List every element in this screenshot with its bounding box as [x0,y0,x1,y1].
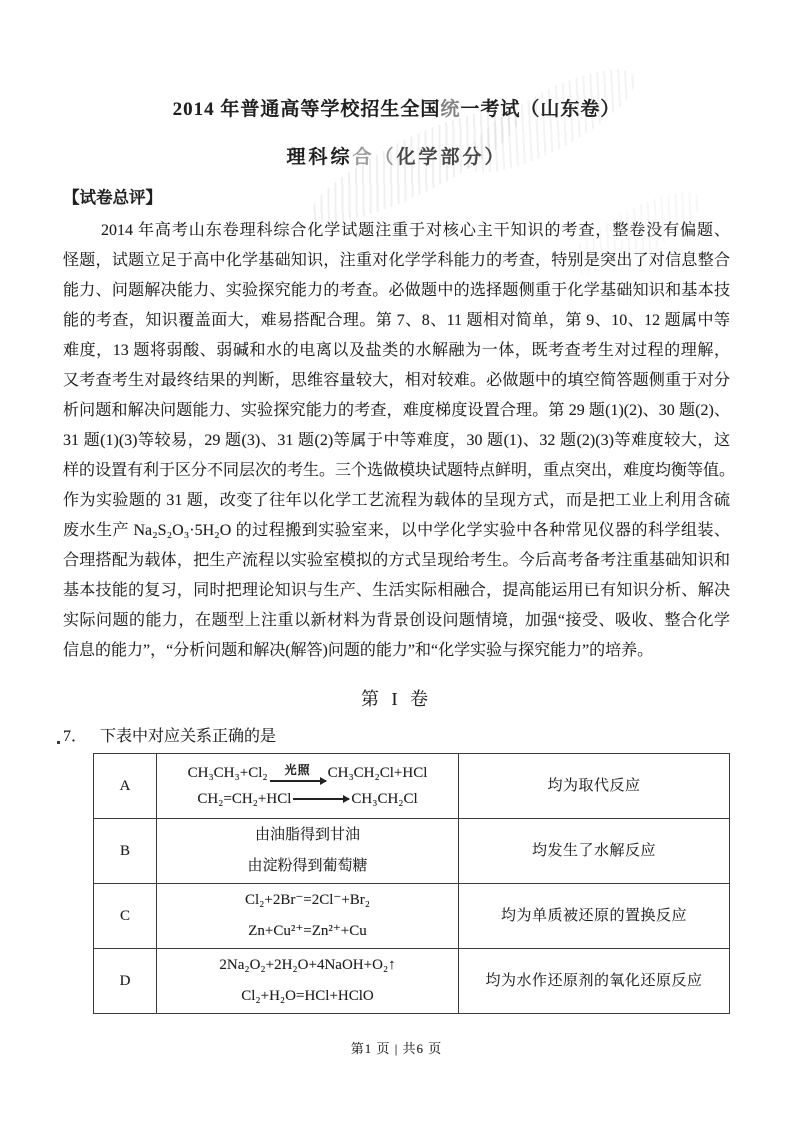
equation-line: 2Na₂O₂+2H₂O+4NaOH+O₂↑ [219,957,396,973]
equations-cell [157,819,459,884]
review-text-line: 基本技能的复习，同时把理论知识与生产、生活实际相融合，提高能运用已有知识分析、解决 [63,582,730,599]
review-text-line: 能的考查，知识覆盖面大，难易搭配合理。第 7、8、11 题相对简单，第 9、10、12 题属中等 [63,312,730,329]
question-7-stem [63,725,730,749]
review-text-line: 信息的能力”，“分析问题和解决(解答)问题的能力”和“化学实验与探究能力”的培养。 [63,642,654,659]
relation-table [93,753,730,1014]
review-section-heading: 【试卷总评】 [63,188,162,207]
option-label: D [119,973,131,989]
review-text-line: 怪题，试题立足于高中化学基础知识，注重对化学学科能力的考查，特别是突出了对信息整合 [63,252,730,269]
equation-products: CH₃CH₂Cl [351,790,418,807]
option-label: B [119,843,130,859]
reaction-condition-label: 光照 [284,763,311,778]
page-subtitle [0,145,793,171]
page-subtitle-part-faded: 合（ [352,147,397,168]
equation-line [188,763,428,784]
conclusion-cell [459,819,730,884]
equation-line [197,790,417,809]
review-text-line: 实际问题的能力，在题型上注重以新材料为背景创设问题情境，加强“接受、吸收、整合化学 [63,612,730,629]
conclusion-text: 均为取代反应 [547,778,641,794]
question-number: 7． [63,728,88,745]
review-text-line: 又考查考生对最终结果的判断，思维容量较大，相对较难。必做题中的填空简答题侧重于对分 [63,372,730,389]
review-paragraph [63,216,736,666]
scan-artifact-dot [57,741,60,744]
review-text-line: 2014 年高考山东卷理科综合化学试题注重于对核心主干知识的考查，整卷没有偏题、 [101,222,730,239]
page-subtitle-part: 化学部分） [396,147,507,168]
section-heading-part1: 第 I 卷 [361,689,432,709]
equation-reactants: CH₃CH₃+Cl₂ [187,765,268,782]
conclusion-cell [459,884,730,949]
review-text-line: 31 题(1)(3)等较易，29 题(3)、31 题(2)等属于中等难度，30 题(1)、32 题(2)(3)等难度较大，这 [63,432,730,449]
table-row-option-d [94,949,730,1014]
review-text-line: 难度，13 题将弱酸、弱碱和水的电离以及盐类的水解融为一体，既考查考生对过程的理解， [63,342,730,359]
equation-line: Zn+Cu²⁺=Zn²⁺+Cu [248,923,367,939]
conclusion-text: 均为水作还原剂的氧化还原反应 [485,973,703,989]
table-row-option-c [94,884,730,949]
reaction-arrow [293,798,349,799]
conclusion-text: 均发生了水解反应 [531,843,656,859]
equation-reactants: CH₂=CH₂+HCl [197,790,292,807]
review-text-line: 合理搭配为载体，把生产流程以实验室模拟的方式呈现给考生。今后高考备考注重基础知识和 [63,552,730,569]
review-text-line: 废水生产 Na₂S₂O₃·5H₂O 的过程搬到实验室来，以中学化学实验中各种常见仪器的科学组装、 [63,522,730,539]
right-arrow-icon [270,780,326,781]
option-label: C [119,908,130,924]
page-title-part: 2014 年普通高等学校招生全国 [172,99,441,120]
conclusion-cell [459,949,730,1014]
option-letter-cell [94,819,157,884]
equation-line: Cl₂+2Br⁻=2Cl⁻+Br₂ [244,892,371,908]
page-title [0,0,793,123]
equations-cell [157,884,459,949]
equation-products: CH₃CH₂Cl+HCl [327,765,428,782]
conclusion-cell [459,754,730,819]
table-row-option-b [94,819,730,884]
page-content [63,186,736,1014]
option-label: A [119,778,131,794]
review-text-line: 样的设置有利于区分不同层次的考生。三个选做模块试题特点鲜明，重点突出，难度均衡等值。 [63,462,736,479]
option-letter-cell [94,949,157,1014]
review-text-line: 作为实验题的 31 题，改变了往年以化学工艺流程为载体的呈现方式，而是把工业上利用含硫 [63,492,730,509]
table-row-option-a [94,754,730,819]
conclusion-text: 均为单质被还原的置换反应 [500,908,687,924]
page-subtitle-part: 理科综 [286,147,353,168]
review-text-line: 能力、问题解决能力、实验探究能力的考查。必做题中的选择题侧重于化学基础知识和基本技 [63,282,730,299]
right-arrow-icon [293,798,349,799]
equation-line: Cl₂+H₂O=HCl+HClO [241,988,374,1004]
page-title-part: 一考试（山东卷） [460,99,621,120]
option-letter-cell [94,884,157,949]
page-title-part-faded: 统 [440,99,461,120]
question-text: 下表中对应关系正确的是 [100,728,277,745]
option-letter-cell [94,754,157,819]
statement-line: 由淀粉得到葡萄糖 [247,858,368,874]
equations-cell [157,949,459,1014]
reaction-condition-arrow [270,764,326,785]
page-footer: 第1 页 | 共6 页 [350,1041,443,1056]
review-text-line: 析问题和解决问题能力、实验探究能力的考查，难度梯度设置合理。第 29 题(1)(2)、30 题(2)、 [63,402,730,419]
equations-cell [157,754,459,819]
statement-line: 由油脂得到甘油 [254,827,360,843]
